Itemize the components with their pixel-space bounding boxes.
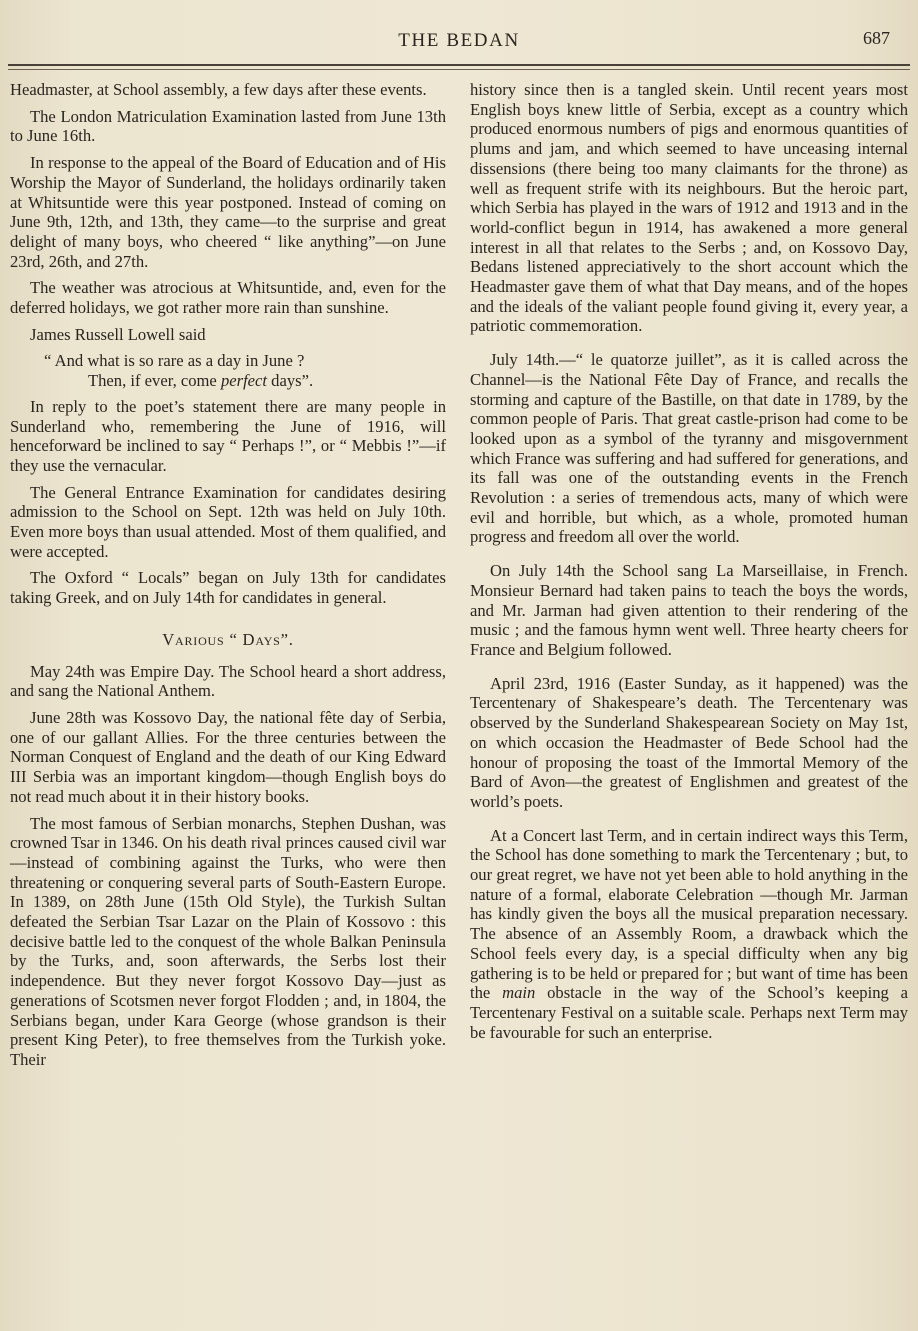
- verse-line: [10, 371, 446, 391]
- header-rule-thin: [8, 69, 910, 70]
- paragraph: June 28th was Kossovo Day, the national fête day of Serbia, one of our gallant Allies. For the three centuries between the Norman Conquest of England and the death of our King Edward III Serbia was an important kingdom—though English boys do not read much about it in their history books.: [10, 707, 446, 806]
- paragraph-text: obstacle in the way of the School’s keeping a Tercentenary Festival on a suitable scale. Perhaps next Term may be favourable for such an enterprise.: [470, 983, 908, 1042]
- paragraph: The Oxford “ Locals” began on July 13th for candidates taking Greek, and on July 14th for candidates in general.: [10, 568, 446, 608]
- paragraph: [470, 826, 908, 1043]
- verse-text: Then, if ever, come: [88, 371, 221, 391]
- verse-emphasis: perfect: [220, 371, 268, 391]
- paragraph: In reply to the poet’s statement there are many people in Sunderland who, remembering the June of 1916, will henceforward be inclined to say “ Perhaps !”, or “ Mebbis !”—if they use the vernacular.: [10, 396, 446, 475]
- paragraph: On July 14th the School sang La Marseillaise, in French. Monsieur Bernard had taken pains to teach the boys the words, and Mr. Jarman had given attention to their rendering of the music ; and the famous hymn went well. Three hearty cheers for France and Belgium followed.: [470, 561, 908, 659]
- running-title: THE BEDAN: [398, 30, 520, 51]
- section-heading: Various “ Days”.: [162, 629, 294, 649]
- paragraph: The most famous of Serbian monarchs, Stephen Dushan, was crowned Tsar in 1346. On his death rival princes caused civil war—instead of combining against the Turks, who were then threatening or conquering several parts of South-Eastern Europe. In 1389, on 28th June (15th Old Style), the Turkish Sultan defeated the Serbian Tsar Lazar on the Plain of Kossovo : this decisive battle led to the conquest of the whole Balkan Peninsula by the Turks, and, soon afterwards, the Serbs lost their independence. But they never forgot Kossovo Day—just as generations of Scotsmen never forgot Flodden ; and, in 1804, the Serbians began, under Kara George (whose grandson is their present King Peter), to free themselves from the Turkish yoke. Their: [10, 813, 446, 1069]
- header-rule-thick: [8, 64, 910, 66]
- paragraph-emphasis: main: [502, 983, 536, 1003]
- paragraph: May 24th was Empire Day. The School heard a short address, and sang the National Anthem.: [10, 661, 446, 701]
- paragraph: The weather was atrocious at Whitsuntide, and, even for the deferred holidays, we got rather more rain than sunshine.: [10, 278, 446, 318]
- paragraph: The London Matriculation Examination lasted from June 13th to June 16th.: [10, 106, 446, 146]
- paragraph-text: At a Concert last Term, and in certain indirect ways this Term, the School has done something to mark the Tercentenary ; but, to our great regret, we have not yet been able to hold anything in the nature of a formal, elaborate Celebration —though Mr. Jarman has kindly given the boys all the musical preparation necessary. The absence of an Assembly Room, a drawback which the School feels every day, is a special difficulty when any big gathering is to be held or prepared for ; but want of time has been the: [470, 825, 908, 1003]
- right-column: [470, 80, 908, 1049]
- paragraph: In response to the appeal of the Board of Education and of His Worship the Mayor of Sunderland, the holidays ordinarily taken at Whitsuntide were this year postponed. Instead of coming on June 9th, 12th, and 13th, they came—to the surprise and great delight of many boys, who cheered “ like anything”—on June 23rd, 26th, and 27th.: [10, 153, 446, 271]
- left-column: [10, 80, 446, 1077]
- quote-intro: James Russell Lowell said: [30, 324, 206, 344]
- paragraph: Headmaster, at School assembly, a few days after these events.: [10, 80, 427, 99]
- page-number: 687: [863, 28, 890, 48]
- page-header: [0, 30, 918, 56]
- paragraph: history since then is a tangled skein. Until recent years most English boys knew little of Serbia, except as a country which produced enormous numbers of pigs and enormous quantities of plums and jam, and which seemed to have unceasing internal dissensions (there being too many claimants for the throne) as well as frequent strife with its neighbours. But the heroic part, which Serbia has played in the wars of 1912 and 1913 and in the world-conflict begun in 1914, has awakened a more general interest in all that relates to the Serbs ; and, on Kossovo Day, Bedans listened appreciatively to the short account which the Headmaster gave them of what that Day means, and of the hopes and the ideals of the valiant people found giving it, every year, a patriotic commemoration.: [470, 80, 908, 336]
- paragraph: July 14th.—“ le quatorze juillet”, as it is called across the Channel—is the National Fête Day of France, and recalls the storming and capture of the Bastille, on that date in 1789, by the common people of Paris. That great castle-prison had come to be looked upon as a symbol of the tyranny and misgovernment which France was suffering and had suffered for generations, and its fall was one of the outstanding events in the French Revolution : a series of tremendous acts, many of which were evil and horrible, but which, as a whole, promoted human progress and freedom all over the world.: [470, 350, 908, 547]
- verse-line: “ And what is so rare as a day in June ?: [44, 351, 305, 371]
- paragraph: The General Entrance Examination for candidates desiring admission to the School on Sept. 12th was held on July 10th. Even more boys than usual attended. Most of them qualified, and were accepted.: [10, 482, 446, 561]
- paragraph: April 23rd, 1916 (Easter Sunday, as it happened) was the Tercentenary of Shakespeare’s death. The Tercentenary was observed by the Sunderland Shakespearean Society on May 1st, on which occasion the Headmaster of Bede School had the honour of proposing the toast of the Immortal Memory of the Bard of Avon—the greatest of Englishmen and greatest of the world’s poets.: [470, 673, 908, 811]
- verse-text: days”.: [267, 371, 314, 391]
- verse-quote: [10, 351, 446, 390]
